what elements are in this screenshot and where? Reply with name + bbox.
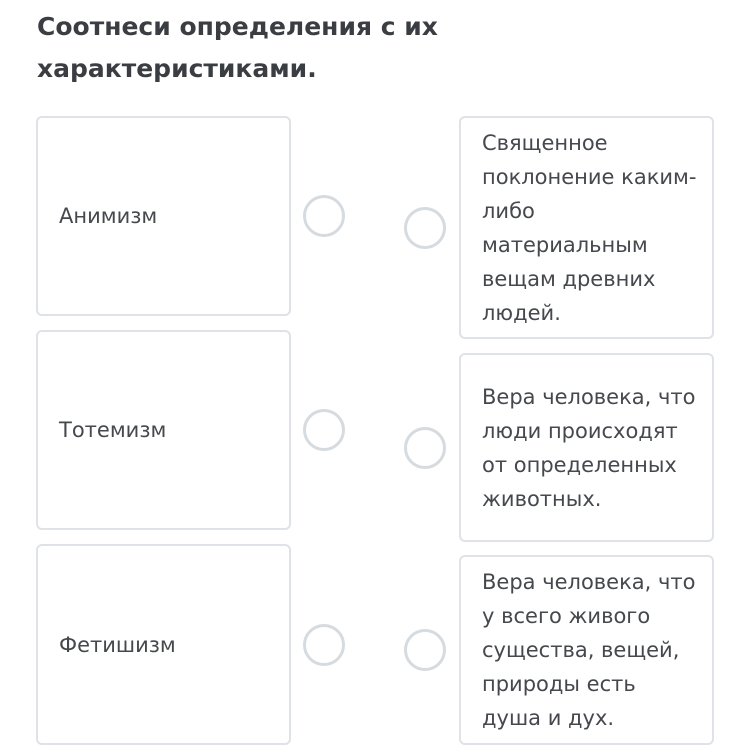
left-connector-radio-1[interactable] xyxy=(303,195,345,237)
right-card-label: Вера человека, что у всего живого существа, вещей, природы есть душа и дух. xyxy=(482,570,696,730)
right-connector-radio-3[interactable] xyxy=(404,629,446,671)
question-title: Соотнеси определения с их характеристиками. xyxy=(37,12,438,83)
right-card-definition-3[interactable] xyxy=(459,555,714,745)
left-card-label: Тотемизм xyxy=(59,418,167,442)
left-card-label: Анимизм xyxy=(59,204,158,228)
left-card-fetishism[interactable] xyxy=(36,544,291,745)
right-card-label: Священное поклонение каким-либо материальным вещам древних людей. xyxy=(482,130,697,325)
left-card-label: Фетишизм xyxy=(59,632,176,657)
right-connector-radio-2[interactable] xyxy=(404,427,446,469)
left-card-totemism[interactable] xyxy=(36,330,291,530)
left-connector-radio-2[interactable] xyxy=(303,409,345,451)
left-card-animism[interactable] xyxy=(36,116,291,316)
right-card-definition-2[interactable] xyxy=(459,353,714,542)
right-card-label: Вера человека, что люди происходят от определенных животных. xyxy=(482,384,696,511)
right-connector-radio-1[interactable] xyxy=(404,207,446,249)
left-connector-radio-3[interactable] xyxy=(303,624,345,666)
right-card-definition-1[interactable] xyxy=(459,116,714,339)
